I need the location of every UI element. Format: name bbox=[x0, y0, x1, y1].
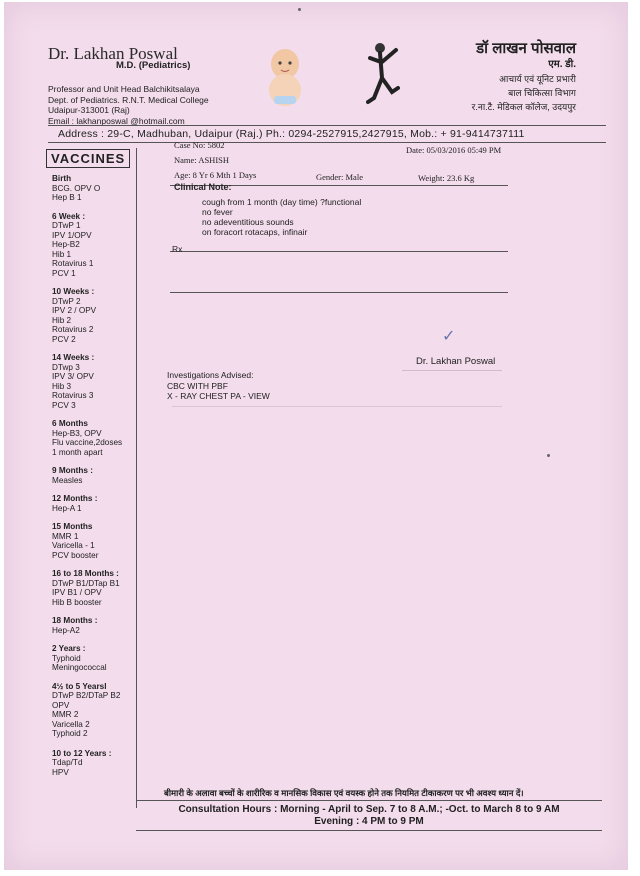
vaccine-item: PCV 2 bbox=[52, 334, 76, 344]
vaccine-group-heading: 15 Months bbox=[52, 522, 93, 531]
vaccine-group-heading: 14 Weeks : bbox=[52, 353, 95, 362]
vaccine-group-heading: 16 to 18 Months : bbox=[52, 569, 119, 578]
hindi-detail-line: आचार्य एवं यूनिट प्रभारी bbox=[499, 74, 576, 84]
hindi-detail-line: र.ना.टै. मेडिकल कॉलेज, उदयपुर bbox=[471, 102, 576, 112]
vaccine-group-heading: 6 Week : bbox=[52, 211, 86, 221]
doctor-detail-line: Udaipur-313001 (Raj) bbox=[48, 105, 130, 115]
vaccine-schedule bbox=[52, 174, 152, 786]
doctor-detail-line: Dept. of Pediatrics. R.N.T. Medical College bbox=[48, 94, 209, 105]
vaccine-group-heading: 4½ to 5 Yearsl bbox=[52, 681, 107, 691]
vaccine-group-heading: 12 Months : bbox=[52, 494, 98, 503]
doctor-name: Dr. Lakhan Poswal bbox=[48, 44, 178, 63]
vaccine-item: Hep-B3, OPV bbox=[52, 428, 102, 438]
vaccine-item: Hib 3 bbox=[52, 381, 72, 391]
vaccine-item: Rotavirus 3 bbox=[52, 391, 94, 400]
speck bbox=[298, 8, 301, 11]
vaccine-group bbox=[52, 212, 152, 279]
vaccine-item: DTwP B2/DTaP B2 bbox=[52, 691, 121, 700]
clinical-note-line: on foracort rotacaps, infinair bbox=[202, 227, 308, 237]
vaccine-group bbox=[52, 494, 152, 513]
vaccine-item: BCG. OPV O bbox=[52, 183, 101, 193]
bleed-through-mark bbox=[172, 406, 502, 413]
divider-line bbox=[136, 830, 602, 831]
vaccine-group bbox=[52, 466, 152, 485]
visit-date: Date: 05/03/2016 05:49 PM bbox=[406, 145, 502, 155]
rx-label: Rx bbox=[172, 244, 183, 254]
hindi-detail-line: एम. डी. bbox=[548, 59, 576, 70]
patient-weight: Weight: 23.6 Kg bbox=[418, 173, 475, 183]
vaccine-item: MMR 2 bbox=[52, 710, 79, 719]
vaccine-item: Flu vaccine,2doses bbox=[52, 438, 123, 447]
vaccine-group-heading: 9 Months : bbox=[52, 466, 93, 475]
doctor-details bbox=[48, 84, 209, 126]
vaccine-group bbox=[52, 644, 152, 673]
clinical-note-line: no adeventitious sounds bbox=[202, 217, 294, 227]
divider-line bbox=[136, 800, 602, 801]
clinical-notes bbox=[202, 197, 361, 237]
vaccine-group bbox=[52, 522, 152, 560]
doctor-name-hindi: डॉ लाखन पोसवाल bbox=[476, 40, 576, 57]
vaccine-item: IPV 3/ OPV bbox=[52, 372, 94, 381]
vaccine-item: Typhoid bbox=[52, 653, 81, 663]
vaccine-item: Hib B booster bbox=[52, 597, 102, 607]
investigations-list bbox=[167, 381, 270, 401]
consultation-hours-morning: Consultation Hours : Morning - April to Sep. 7 to 8 A.M.; -Oct. to March 8 to 9 AM bbox=[178, 804, 560, 815]
clinical-note-label: Clinical Note: bbox=[174, 182, 232, 192]
address-bar: Address : 29-C, Madhuban, Udaipur (Raj.) Ph.: 0294-2527915,2427915, Mob.: + 91-9414737111 bbox=[48, 125, 606, 143]
hindi-detail-line: बाल चिकित्सा विभाग bbox=[508, 88, 576, 98]
vaccine-item: Hep B 1 bbox=[52, 193, 82, 202]
vaccine-item: Varicella 2 bbox=[52, 719, 90, 729]
vaccine-item: Rotavirus 1 bbox=[52, 259, 94, 268]
patient-name: Name: ASHISH bbox=[174, 155, 230, 165]
investigation-item: CBC WITH PBF bbox=[167, 381, 228, 391]
footer-hindi-note: बीमारी के अलावा बच्चों के शारीरिक व मानसिक विकास एवं वयस्क होने तक नियमित टीकाकरण पर भी अवश्य ध्यान दें। bbox=[164, 788, 524, 798]
investigations-label: Investigations Advised: bbox=[167, 370, 254, 380]
vaccine-group bbox=[52, 682, 152, 739]
vaccine-item: PCV 3 bbox=[52, 400, 76, 410]
case-number: Case No: 5802 bbox=[174, 140, 225, 150]
vaccine-group-heading: 6 Months bbox=[52, 419, 88, 428]
consultation-hours bbox=[136, 804, 602, 828]
vaccine-group bbox=[52, 569, 152, 607]
vaccine-item: Hib 2 bbox=[52, 315, 72, 325]
vaccine-item: IPV B1 / OPV bbox=[52, 588, 102, 597]
vaccines-title: VACCINES bbox=[46, 149, 130, 168]
vaccine-group bbox=[52, 174, 152, 203]
vaccine-group bbox=[52, 749, 152, 778]
vaccine-item: Measles bbox=[52, 475, 83, 485]
dancer-image bbox=[366, 42, 400, 108]
vaccine-group bbox=[52, 353, 152, 410]
vaccine-item: Tdap/Td bbox=[52, 758, 83, 767]
vaccine-item: IPV 1/OPV bbox=[52, 230, 92, 240]
vaccine-item: MMR 1 bbox=[52, 531, 79, 541]
vaccine-group-heading: 2 Years : bbox=[52, 644, 86, 653]
vaccine-group-heading: 10 to 12 Years : bbox=[52, 748, 112, 758]
vaccine-group bbox=[52, 287, 152, 344]
vaccine-group-heading: 18 Months : bbox=[52, 616, 98, 625]
signature-mark: ✓ bbox=[442, 328, 456, 345]
doctor-signature: Dr. Lakhan Poswal bbox=[416, 356, 496, 367]
vaccine-item: PCV booster bbox=[52, 550, 99, 560]
vaccine-item: IPV 2 / OPV bbox=[52, 306, 97, 315]
doctor-details-hindi bbox=[472, 58, 576, 114]
vaccine-item: Hep-A 1 bbox=[52, 503, 82, 513]
doctor-qualification: M.D. (Pediatrics) bbox=[116, 60, 191, 71]
vaccine-group bbox=[52, 616, 152, 635]
vaccine-item: PCV 1 bbox=[52, 268, 76, 278]
vaccine-item: OPV bbox=[52, 700, 70, 710]
doctor-detail-line: Professor and Unit Head Balchikitsalaya bbox=[48, 84, 200, 94]
investigation-item: X - RAY CHEST PA - VIEW bbox=[167, 391, 270, 401]
vaccine-item: DTwP B1/DTap B1 bbox=[52, 578, 120, 588]
patient-age: Age: 8 Yr 6 Mth 1 Days bbox=[174, 170, 257, 180]
vaccine-item: DTwP 1 bbox=[52, 221, 81, 230]
vaccine-item: DTwP 2 bbox=[52, 296, 81, 306]
divider-line bbox=[170, 251, 508, 252]
baby-image bbox=[262, 46, 308, 108]
vaccine-item: DTwp 3 bbox=[52, 362, 80, 372]
vaccine-item: Typhoid 2 bbox=[52, 729, 88, 738]
vaccine-group-heading: Birth bbox=[52, 174, 72, 183]
vaccine-item: Meningococcal bbox=[52, 663, 107, 672]
vaccine-item: Hib 1 bbox=[52, 249, 72, 259]
vaccine-item: Hep-B2 bbox=[52, 240, 80, 249]
consultation-hours-evening: Evening : 4 PM to 9 PM bbox=[314, 816, 424, 827]
clinical-note-line: cough from 1 month (day time) ?functional bbox=[202, 197, 362, 207]
vaccine-item: Hep-A2 bbox=[52, 625, 80, 635]
speck bbox=[547, 454, 550, 457]
vaccine-item: Rotavirus 2 bbox=[52, 325, 94, 334]
patient-gender: Gender: Male bbox=[316, 172, 363, 182]
vaccine-item: HPV bbox=[52, 767, 69, 777]
vaccine-item: Varicella - 1 bbox=[52, 541, 95, 550]
doctor-detail-line: Email : lakhanposwal @hotmail.com bbox=[48, 115, 185, 126]
bleed-through-mark bbox=[402, 370, 502, 377]
prescription-sheet bbox=[4, 2, 628, 870]
divider-line bbox=[170, 292, 508, 293]
clinical-note-line: no fever bbox=[202, 207, 233, 217]
vaccine-group bbox=[52, 419, 152, 457]
vaccine-group-heading: 10 Weeks : bbox=[52, 287, 95, 296]
vaccine-item: 1 month apart bbox=[52, 447, 103, 457]
